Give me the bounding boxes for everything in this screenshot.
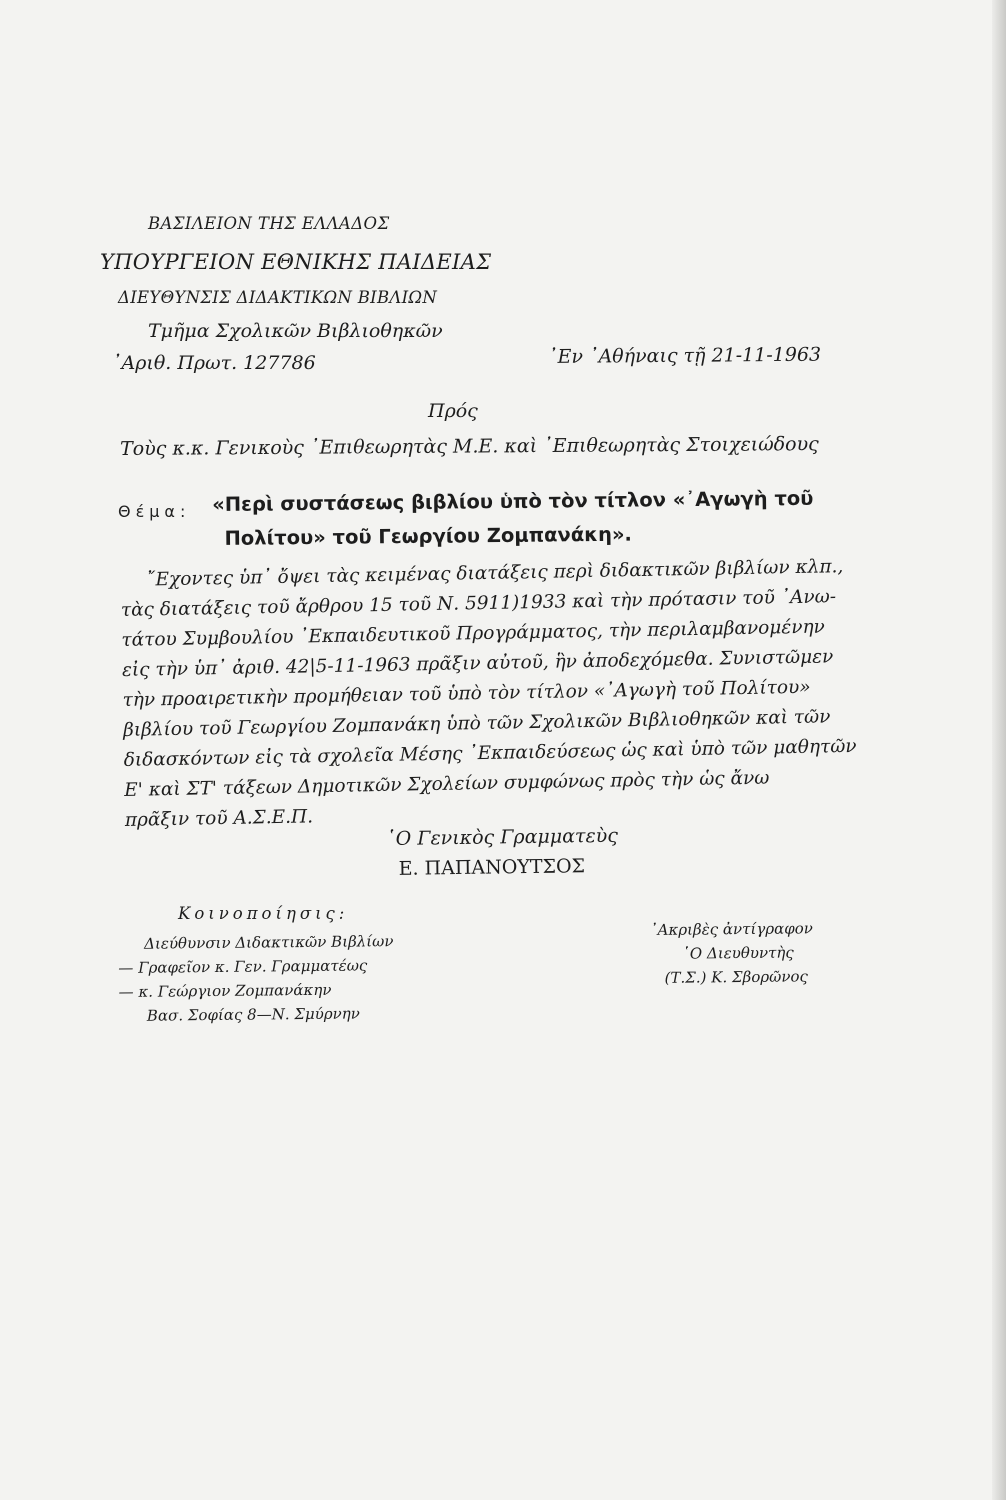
subject-label: Θέμα: xyxy=(118,502,191,521)
distribution-item: — Γραφεῖον κ. Γεν. Γραμματέως xyxy=(118,956,368,977)
addressee-recipients: Τοὺς κ.κ. Γενικοὺς ᾽Επιθεωρητὰς Μ.Ε. καὶ ᾽Επιθεωρητὰς Στοιχειώδους xyxy=(119,433,819,460)
certified-copy-line: ᾽Ακριβὲς ἀντίγραφον xyxy=(650,919,813,939)
certified-copy-block xyxy=(650,916,814,990)
subject-text xyxy=(212,481,853,556)
distribution-list xyxy=(118,929,394,1028)
signature-block xyxy=(386,821,619,884)
body-line: τὰς διατάξεις τοῦ ἄρθρου 15 τοῦ Ν. 5911)1933 καὶ τὴν πρότασιν τοῦ ᾽Ανω- xyxy=(120,586,837,621)
header-directorate: ΔΙΕΥΘΥΝΣΙΣ ΔΙΔΑΚΤΙΚΩΝ ΒΙΒΛΙΩΝ xyxy=(118,288,438,307)
body-line: Ε' καὶ ΣΤ' τάξεων Δημοτικῶν Σχολείων συμφώνως πρὸς τὴν ὡς ἄνω xyxy=(124,767,770,801)
protocol-number: ᾽Αριθ. Πρωτ. 127786 xyxy=(112,352,316,374)
dateline: ᾽Εν ᾽Αθήναις τῇ 21-11-1963 xyxy=(547,343,822,368)
distribution-item: — κ. Γεώργιον Ζομπανάκην xyxy=(118,980,332,1001)
header-kingdom: ΒΑΣΙΛΕΙΟΝ ΤΗΣ ΕΛΛΑΔΟΣ xyxy=(148,214,390,233)
body-line: πρᾶξιν τοῦ Α.Σ.Ε.Π. xyxy=(124,806,314,831)
body-line: βιβλίου τοῦ Γεωργίου Ζομπανάκη ὑπὸ τῶν Σχολικῶν Βιβλιοθηκῶν καὶ τῶν xyxy=(122,706,831,741)
signature-name: Ε. ΠΑΠΑΝΟΥΤΣΟΣ xyxy=(398,855,586,880)
distribution-heading: Κοινοποίησις: xyxy=(178,904,349,923)
distribution-item: Βασ. Σοφίας 8—Ν. Σμύρνην xyxy=(146,1004,360,1025)
body-line: τὴν προαιρετικὴν προμήθειαν τοῦ ὑπὸ τὸν τίτλον «᾽Αγωγὴ τοῦ Πολίτου» xyxy=(122,676,811,711)
page-edge-shadow xyxy=(992,0,1006,1500)
body-line: ῎Εχοντες ὑπ᾽ ὄψει τὰς κειμένας διατάξεις περὶ διδακτικῶν βιβλίων κλπ., xyxy=(146,556,844,591)
subject-line: «Περὶ συστάσεως βιβλίου ὑπὸ τὸν τίτλον «᾽Αγωγὴ τοῦ xyxy=(212,486,814,516)
header-ministry: ΥΠΟΥΡΓΕΙΟΝ ΕΘΝΙΚΗΣ ΠΑΙΔΕΙΑΣ xyxy=(100,250,492,274)
body-line: τάτου Συμβουλίου ᾽Εκπαιδευτικοῦ Προγράμματος, τὴν περιλαμβανομένην xyxy=(121,616,826,651)
body-line: διδασκόντων εἰς τὰ σχολεῖα Μέσης ᾽Εκπαιδεύσεως ὡς καὶ ὑπὸ τῶν μαθητῶν xyxy=(123,735,857,771)
subject-line: Πολίτου» τοῦ Γεωργίου Ζομπανάκη». xyxy=(224,522,633,550)
signature-title: ῾Ο Γενικὸς Γραμματεὺς xyxy=(386,824,619,850)
certified-copy-line: (Τ.Σ.) Κ. Σβορῶνος xyxy=(664,967,808,987)
addressee-label: Πρός xyxy=(428,400,478,422)
body-line: εἰς τὴν ὑπ᾽ ἀριθ. 42|5-11-1963 πρᾶξιν αὐτοῦ, ἣν ἀποδεχόμεθα. Συνιστῶμεν xyxy=(121,646,834,681)
distribution-item: Διεύθυνσιν Διδακτικῶν Βιβλίων xyxy=(144,932,394,953)
header-department: Τμῆμα Σχολικῶν Βιβλιοθηκῶν xyxy=(148,320,443,342)
letter-body xyxy=(120,552,865,836)
certified-copy-line: ῾Ο Διευθυντὴς xyxy=(682,943,794,963)
